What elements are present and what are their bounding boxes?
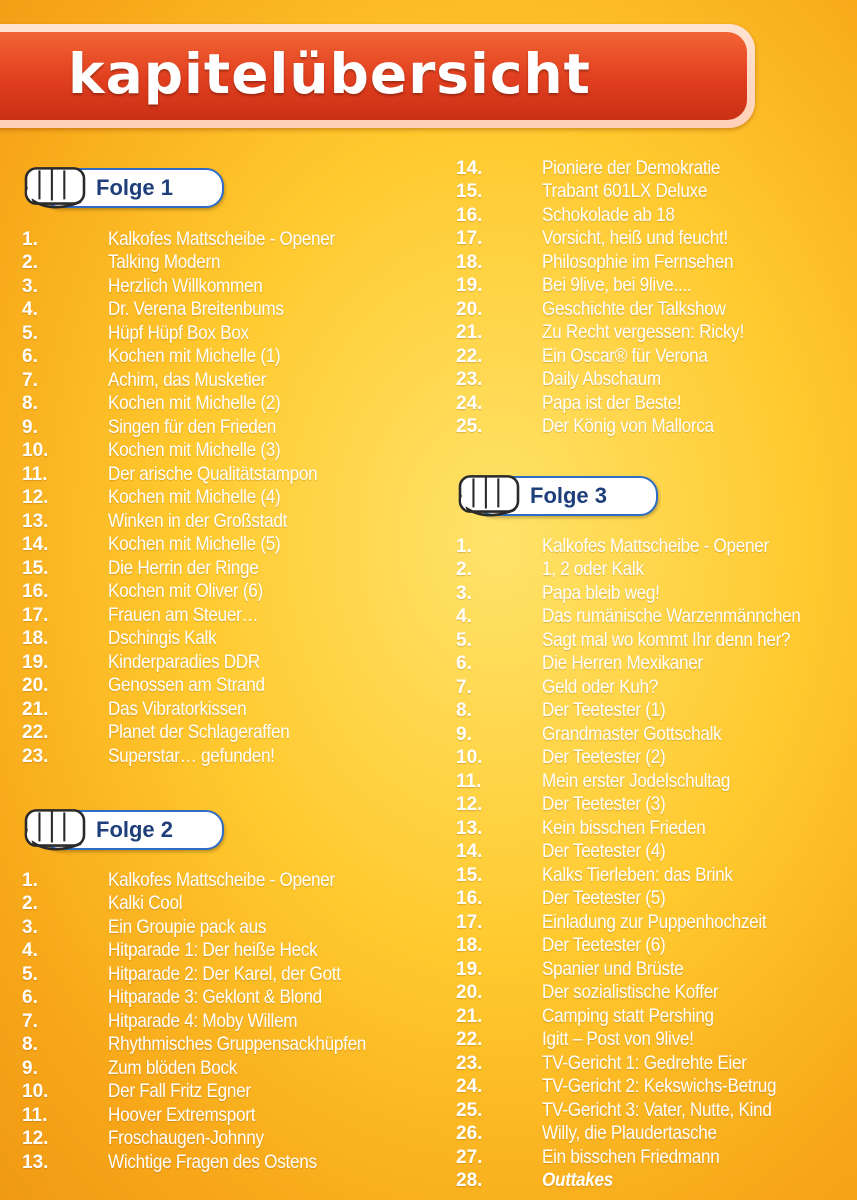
list-item — [456, 629, 829, 653]
chapter-number: 19. — [456, 958, 483, 980]
list-item — [22, 1151, 395, 1175]
page-title: kapitelübersicht — [68, 42, 591, 106]
chapter-title: Kochen mit Oliver (6) — [108, 581, 263, 603]
list-item — [456, 181, 767, 205]
chapter-number: 5. — [22, 963, 38, 985]
list-item — [456, 958, 829, 982]
chapter-title: 1, 2 oder Kalk — [542, 559, 644, 581]
chapter-title: Vorsicht, heiß und feucht! — [542, 228, 728, 250]
list-item — [456, 392, 767, 416]
chapter-list-folge-1 — [22, 228, 360, 769]
chapter-title: Der Teetester (3) — [542, 794, 666, 816]
chapter-title: Froschaugen-Johnny — [108, 1128, 264, 1150]
chapter-title: Bei 9live, bei 9live.... — [542, 275, 692, 297]
list-item — [22, 322, 360, 346]
chapter-title: Kochen mit Michelle (1) — [108, 346, 281, 368]
chapter-title: Achim, das Musketier — [108, 369, 267, 391]
chapter-title: Kochen mit Michelle (2) — [108, 393, 281, 415]
list-item — [22, 440, 360, 464]
list-item — [22, 534, 360, 558]
chapter-number: 4. — [22, 940, 38, 962]
list-item — [22, 416, 360, 440]
chapter-number: 6. — [22, 987, 38, 1009]
chapter-title: Sagt mal wo kommt Ihr denn her? — [542, 629, 791, 651]
chapter-number: 2. — [22, 252, 38, 274]
list-item — [456, 1123, 829, 1147]
chapter-number: 8. — [22, 1034, 38, 1056]
chapter-title: Wichtige Fragen des Ostens — [108, 1151, 317, 1173]
chapter-title: Das Vibratorkissen — [108, 698, 247, 720]
chapter-number: 10. — [456, 747, 483, 769]
chapter-number: 17. — [22, 604, 49, 626]
chapter-number: 23. — [22, 745, 49, 767]
chapter-number: 15. — [22, 557, 49, 579]
chapter-title: Kalkofes Mattscheibe - Opener — [108, 869, 335, 891]
chapter-number: 5. — [22, 322, 38, 344]
list-item — [456, 1005, 829, 1029]
chapter-title: Ein Oscar® für Verona — [542, 345, 708, 367]
list-item — [456, 535, 829, 559]
chapter-number: 10. — [22, 440, 49, 462]
chapter-title: Kochen mit Michelle (4) — [108, 487, 281, 509]
chapter-title: Papa bleib weg! — [542, 582, 660, 604]
chapter-number: 12. — [22, 487, 49, 509]
chapter-number: 14. — [456, 157, 483, 179]
chapter-title: Kinderparadies DDR — [108, 651, 260, 673]
chapter-title: Trabant 601LX Deluxe — [542, 181, 708, 203]
chapter-title: Hoover Extremsport — [108, 1104, 256, 1126]
chapter-title: Winken in der Großstadt — [108, 510, 288, 532]
chapter-number: 21. — [456, 322, 483, 344]
list-item — [456, 275, 767, 299]
chapter-number: 20. — [456, 982, 483, 1004]
chapter-title: Ein bisschen Friedmann — [542, 1146, 720, 1168]
chapter-number: 6. — [456, 653, 472, 675]
list-item — [22, 252, 360, 276]
list-item — [456, 251, 767, 275]
chapter-title: Daily Abschaum — [542, 369, 661, 391]
list-item — [22, 722, 360, 746]
list-item — [456, 747, 829, 771]
chapter-number: 2. — [22, 893, 38, 915]
list-item — [456, 817, 829, 841]
chapter-number: 17. — [456, 228, 483, 250]
chapter-title: Zum blöden Bock — [108, 1057, 238, 1079]
chapter-title: Ein Groupie pack aus — [108, 916, 267, 938]
chapter-title: Der Teetester (6) — [542, 935, 666, 957]
chapter-number: 22. — [456, 345, 483, 367]
list-item — [22, 1104, 395, 1128]
chapter-number: 16. — [22, 581, 49, 603]
fist-icon — [22, 800, 88, 858]
chapter-number: 25. — [456, 1099, 483, 1121]
chapter-title: Herzlich Willkommen — [108, 275, 263, 297]
list-item — [456, 582, 829, 606]
chapter-title: Kalki Cool — [108, 893, 183, 915]
list-item — [456, 369, 767, 393]
list-item — [456, 864, 829, 888]
list-item — [456, 723, 829, 747]
chapter-title: Geschichte der Talkshow — [542, 298, 726, 320]
title-banner-inner — [0, 32, 747, 120]
list-item — [22, 698, 360, 722]
list-item — [456, 1052, 829, 1076]
list-item — [456, 1099, 829, 1123]
chapter-title: Frauen am Steuer… — [108, 604, 259, 626]
chapter-title: Rhythmisches Gruppensackhüpfen — [108, 1034, 367, 1056]
list-item — [22, 893, 395, 917]
list-item — [456, 770, 829, 794]
chapter-number: 14. — [22, 534, 49, 556]
chapter-number: 7. — [22, 1010, 38, 1032]
chapter-number: 18. — [456, 935, 483, 957]
chapter-number: 9. — [456, 723, 472, 745]
chapter-title: Kochen mit Michelle (5) — [108, 534, 281, 556]
list-item — [456, 676, 829, 700]
chapter-number: 6. — [22, 346, 38, 368]
list-item — [22, 393, 360, 417]
list-item — [456, 345, 767, 369]
fist-icon — [456, 466, 522, 524]
list-item — [22, 369, 360, 393]
list-item — [456, 841, 829, 865]
chapter-title: Das rumänische Warzenmännchen — [542, 606, 801, 628]
section-badge-folge-2 — [22, 800, 222, 856]
list-item — [22, 987, 395, 1011]
list-item — [22, 1057, 395, 1081]
list-item — [456, 1076, 829, 1100]
chapter-title: Philosophie im Fernsehen — [542, 251, 734, 273]
chapter-number: 9. — [22, 1057, 38, 1079]
list-item — [456, 935, 829, 959]
chapter-number: 10. — [22, 1081, 49, 1103]
chapter-title: Zu Recht vergessen: Ricky! — [542, 322, 745, 344]
chapter-title: TV-Gericht 2: Kekswichs-Betrug — [542, 1076, 777, 1098]
list-item — [22, 1010, 395, 1034]
chapter-title: Kalks Tierleben: das Brink — [542, 864, 733, 886]
list-item — [22, 628, 360, 652]
chapter-number: 5. — [456, 629, 472, 651]
list-item — [22, 463, 360, 487]
list-item — [22, 510, 360, 534]
chapter-number: 28. — [456, 1170, 483, 1192]
list-item — [456, 1029, 829, 1053]
chapter-number: 19. — [22, 651, 49, 673]
chapter-number: 16. — [456, 204, 483, 226]
chapter-number: 13. — [22, 510, 49, 532]
list-item — [456, 228, 767, 252]
chapter-number: 3. — [22, 275, 38, 297]
chapter-number: 2. — [456, 559, 472, 581]
chapter-list-folge-2-left — [22, 869, 395, 1175]
list-item — [22, 745, 360, 769]
section-badge-folge-3 — [456, 466, 656, 522]
chapter-number: 7. — [456, 676, 472, 698]
chapter-number: 18. — [456, 251, 483, 273]
chapter-number: 14. — [456, 841, 483, 863]
list-item — [22, 557, 360, 581]
chapter-title: Die Herren Mexikaner — [542, 653, 703, 675]
list-item — [22, 487, 360, 511]
list-item — [456, 606, 829, 630]
section-label: Folge 1 — [96, 175, 174, 200]
list-item — [456, 1146, 829, 1170]
list-item — [22, 675, 360, 699]
chapter-title: Dschingis Kalk — [108, 628, 217, 650]
list-item — [456, 794, 829, 818]
chapter-number: 1. — [456, 535, 472, 557]
chapter-title: Die Herrin der Ringe — [108, 557, 259, 579]
list-item — [22, 916, 395, 940]
chapter-number: 11. — [456, 770, 482, 792]
chapter-number: 13. — [22, 1151, 49, 1173]
chapter-number: 3. — [22, 916, 38, 938]
chapter-title: Hitparade 3: Geklont & Blond — [108, 987, 322, 1009]
chapter-number: 7. — [22, 369, 38, 391]
chapter-title: Kalkofes Mattscheibe - Opener — [542, 535, 769, 557]
list-item — [456, 700, 829, 724]
list-item — [22, 1128, 395, 1152]
list-item — [22, 299, 360, 323]
chapter-title: Planet der Schlageraffen — [108, 722, 290, 744]
chapter-title: Der sozialistische Koffer — [542, 982, 719, 1004]
chapter-title: Der König von Mallorca — [542, 416, 714, 438]
list-item — [22, 1034, 395, 1058]
chapter-title: Hüpf Hüpf Box Box — [108, 322, 249, 344]
chapter-title: Willy, die Plaudertasche — [542, 1123, 717, 1145]
chapter-number: 20. — [456, 298, 483, 320]
chapter-title: Dr. Verena Breitenbums — [108, 299, 284, 321]
chapter-number: 23. — [456, 1052, 483, 1074]
section-label: Folge 2 — [96, 817, 174, 842]
list-item — [22, 963, 395, 987]
chapter-number: 3. — [456, 582, 472, 604]
chapter-title: Hitparade 4: Moby Willem — [108, 1010, 298, 1032]
list-item — [456, 322, 767, 346]
chapter-title: TV-Gericht 3: Vater, Nutte, Kind — [542, 1099, 772, 1121]
section-label: Folge 3 — [530, 483, 608, 508]
chapter-number: 22. — [22, 722, 49, 744]
list-item — [456, 416, 767, 440]
section-badge-folge-1 — [22, 158, 222, 214]
list-item — [456, 888, 829, 912]
chapter-title: Schokolade ab 18 — [542, 204, 675, 226]
chapter-number: 15. — [456, 181, 483, 203]
chapter-title: Papa ist der Beste! — [542, 392, 682, 414]
chapter-number: 18. — [22, 628, 49, 650]
chapter-number: 12. — [22, 1128, 49, 1150]
list-item — [456, 298, 767, 322]
chapter-number: 17. — [456, 911, 483, 933]
list-item — [456, 157, 767, 181]
chapter-title: Talking Modern — [108, 252, 221, 274]
chapter-number: 22. — [456, 1029, 483, 1051]
list-item — [22, 1081, 395, 1105]
list-item — [456, 653, 829, 677]
title-banner — [0, 24, 755, 128]
chapter-title: Camping statt Pershing — [542, 1005, 714, 1027]
chapter-title: Kein bisschen Frieden — [542, 817, 706, 839]
chapter-title: Hitparade 2: Der Karel, der Gott — [108, 963, 341, 985]
chapter-title: Der Teetester (2) — [542, 747, 666, 769]
chapter-title: Einladung zur Puppenhochzeit — [542, 911, 767, 933]
chapter-number: 24. — [456, 1076, 483, 1098]
list-item — [456, 982, 829, 1006]
chapter-number: 4. — [22, 299, 38, 321]
chapter-title: Der arische Qualitätstampon — [108, 463, 318, 485]
list-item — [22, 581, 360, 605]
chapter-title: Mein erster Jodelschultag — [542, 770, 731, 792]
list-item — [456, 1170, 829, 1194]
chapter-title: Der Teetester (4) — [542, 841, 666, 863]
list-item — [22, 604, 360, 628]
chapter-number: 27. — [456, 1146, 483, 1168]
chapter-number: 16. — [456, 888, 483, 910]
chapter-title: Singen für den Frieden — [108, 416, 277, 438]
chapter-title: Pioniere der Demokratie — [542, 157, 721, 179]
chapter-title: Outtakes — [542, 1170, 614, 1192]
chapter-list-folge-2-right — [456, 157, 767, 439]
list-item — [456, 559, 829, 583]
chapter-number: 8. — [22, 393, 38, 415]
list-item — [22, 651, 360, 675]
list-item — [22, 346, 360, 370]
chapter-number: 9. — [22, 416, 38, 438]
chapter-title: TV-Gericht 1: Gedrehte Eier — [542, 1052, 747, 1074]
chapter-number: 8. — [456, 700, 472, 722]
chapter-number: 23. — [456, 369, 483, 391]
list-item — [456, 204, 767, 228]
chapter-number: 4. — [456, 606, 472, 628]
list-item — [22, 275, 360, 299]
chapter-title: Der Fall Fritz Egner — [108, 1081, 251, 1103]
chapter-title: Geld oder Kuh? — [542, 676, 659, 698]
chapter-number: 11. — [22, 463, 48, 485]
chapter-number: 1. — [22, 228, 38, 250]
chapter-title: Der Teetester (5) — [542, 888, 666, 910]
chapter-number: 24. — [456, 392, 483, 414]
chapter-number: 21. — [456, 1005, 483, 1027]
chapter-number: 26. — [456, 1123, 483, 1145]
chapter-title: Grandmaster Gottschalk — [542, 723, 722, 745]
list-item — [22, 869, 395, 893]
chapter-number: 19. — [456, 275, 483, 297]
chapter-title: Spanier und Brüste — [542, 958, 684, 980]
chapter-number: 12. — [456, 794, 483, 816]
chapter-title: Genossen am Strand — [108, 675, 265, 697]
list-item — [22, 228, 360, 252]
chapter-number: 1. — [22, 869, 38, 891]
chapter-title: Kochen mit Michelle (3) — [108, 440, 281, 462]
chapter-number: 20. — [22, 675, 49, 697]
chapter-list-folge-3 — [456, 535, 829, 1193]
chapter-title: Der Teetester (1) — [542, 700, 666, 722]
list-item — [22, 940, 395, 964]
chapter-title: Hitparade 1: Der heiße Heck — [108, 940, 318, 962]
chapter-number: 15. — [456, 864, 483, 886]
chapter-number: 11. — [22, 1104, 48, 1126]
chapter-title: Kalkofes Mattscheibe - Opener — [108, 228, 335, 250]
list-item — [456, 911, 829, 935]
chapter-number: 13. — [456, 817, 483, 839]
chapter-title: Igitt – Post von 9live! — [542, 1029, 694, 1051]
fist-icon — [22, 158, 88, 216]
chapter-number: 21. — [22, 698, 49, 720]
chapter-title: Superstar… gefunden! — [108, 745, 275, 767]
chapter-number: 25. — [456, 416, 483, 438]
